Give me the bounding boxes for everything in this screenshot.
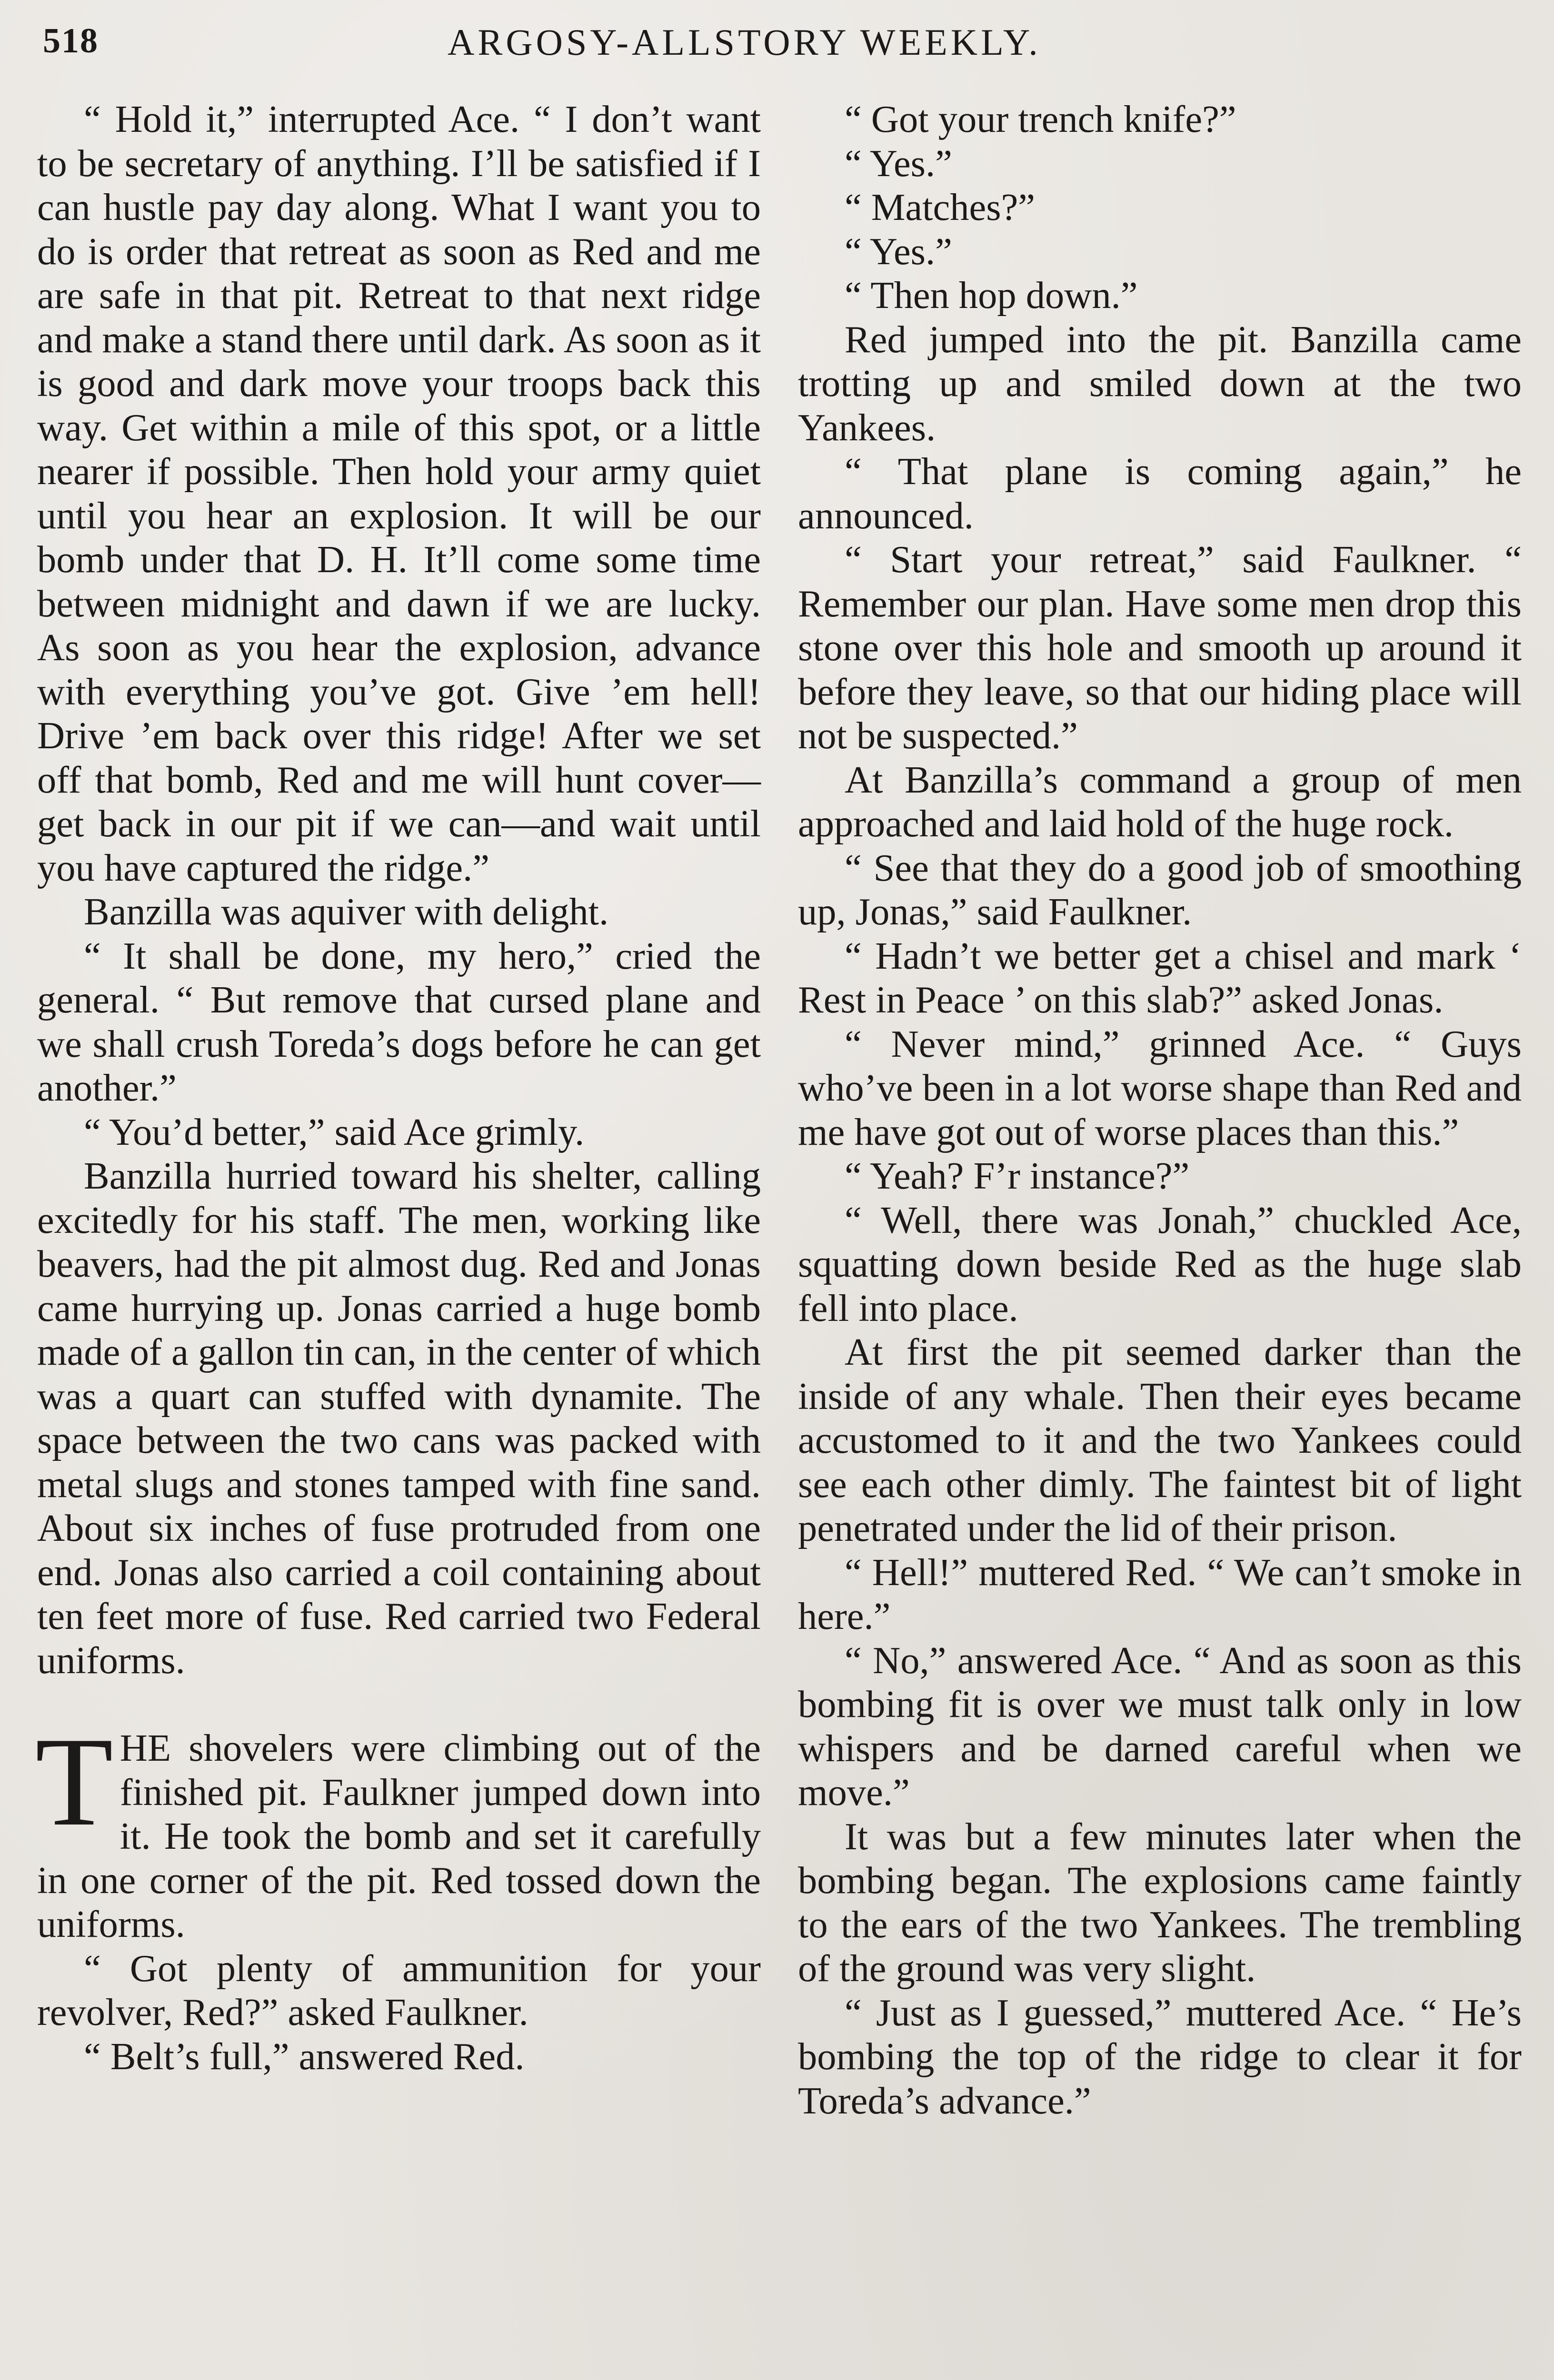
paragraph: “ You’d better,” said Ace grimly. [84,1111,585,1153]
right-column [798,98,1522,2123]
paragraph: Banzilla was aquiver with delight. [84,891,609,933]
dropcap-paragraph [35,1711,761,1947]
dropcap-paragraph-text: HE shovelers were climbing out of the finished pit. Faulkner jumped down into it. He took the bomb and set it carefully in one corner of the pit. Red tossed down the uniforms. [37,1727,761,1945]
page-number: 518 [43,21,99,60]
paragraph: “ It shall be done, my hero,” cried the general. “ But remove that cursed plane and we shall crush Toreda’s dogs before he can get another.” [37,934,761,1109]
paragraph: “ Then hop down.” [845,274,1138,317]
paragraph: “ Never mind,” grinned Ace. “ Guys who’ve been in a lot worse shape than Red and me have got out of worse places than this.” [798,1022,1522,1153]
paragraph: “ Got your trench knife?” [845,98,1236,140]
paragraph: “ Yeah? F’r instance?” [845,1155,1190,1197]
paragraph: It was but a few minutes later when the bombing began. The explosions came faintly to the ears of the two Yankees. The trembling of the ground was very slight. [798,1815,1522,1990]
paragraph: “ Hold it,” interrupted Ace. “ I don’t want to be secretary of anything. I’ll be satisfied if I can hustle pay day along. What I want you to do is order that retreat as soon as Red and me are safe in that pit. Retreat to that next ridge and make a stand there until dark. As soon as it is good and dark move your troops back this way. Get within a mile of this spot, or a little nearer if possible. Then hold your army quiet until you hear an explosion. It will be our bomb under that D. H. It’ll come some time between midnight and dawn if we are lucky. As soon as you hear the explosion, advance with everything you’ve got. Give ’em hell! Drive ’em back over this ridge! After we set off that bomb, Red and me will hunt cover—get back in our pit if we can—and wait until you have captured the ridge.” [37,98,761,889]
paragraph: “ Yes.” [845,142,952,185]
paragraph: “ Got plenty of ammunition for your revolver, Red?” asked Faulkner. [37,1947,761,2033]
paragraph: “ No,” answered Ace. “ And as soon as this bombing fit is over we must talk only in low whispers and be darned careful when we move.” [798,1639,1522,1814]
running-head: ARGOSY-ALLSTORY WEEKLY. [448,21,1041,63]
paragraph: “ Well, there was Jonah,” chuckled Ace, squatting down beside Red as the huge slab fell into place. [798,1199,1522,1329]
paragraph: “ Start your retreat,” said Faulkner. “ Remember our plan. Have some men drop this stone over this hole and smooth up around it before they leave, so that our hiding place will not be suspected.” [798,538,1522,757]
page-header [43,19,1524,76]
paragraph: “ Belt’s full,” answered Red. [84,2035,525,2078]
paragraph: Banzilla hurried toward his shelter, calling excitedly for his staff. The men, working like beavers, had the pit almost dug. Red and Jonas came hurrying up. Jonas carried a huge bomb made of a gallon tin can, in the center of which was a quart can stuffed with dynamite. The space between the two cans was packed with metal slugs and stones tamped with fine sand. About six inches of fuse protruded from one end. Jonas also carried a coil containing about ten feet more of fuse. Red carried two Federal uniforms. [37,1155,761,1682]
paragraph: “ That plane is coming again,” he announced. [798,450,1522,537]
paragraph: “ Hadn’t we better get a chisel and mark ‘ Rest in Peace ’ on this slab?” asked Jonas. [798,934,1522,1021]
paragraph: “ Just as I guessed,” muttered Ace. “ He’s bombing the top of the ridge to clear it for Toreda’s advance.” [798,1991,1522,2122]
section-break [37,1683,761,1726]
paragraph: “ Yes.” [845,230,952,273]
paragraph: “ Matches?” [845,186,1036,228]
paragraph: At first the pit seemed darker than the inside of any whale. Then their eyes became accustomed to it and the two Yankees could see each other dimly. The faintest bit of light penetrated under the lid of their prison. [798,1331,1522,1549]
drop-cap: T [35,1711,113,1852]
paragraph: “ Hell!” muttered Red. “ We can’t smoke in here.” [798,1551,1522,1637]
paragraph: At Banzilla’s command a group of men approached and laid hold of the huge rock. [798,758,1522,845]
paragraph: “ See that they do a good job of smoothing up, Jonas,” said Faulkner. [798,846,1522,933]
paragraph: Red jumped into the pit. Banzilla came trotting up and smiled down at the two Yankees. [798,318,1522,449]
left-column [37,98,761,2079]
